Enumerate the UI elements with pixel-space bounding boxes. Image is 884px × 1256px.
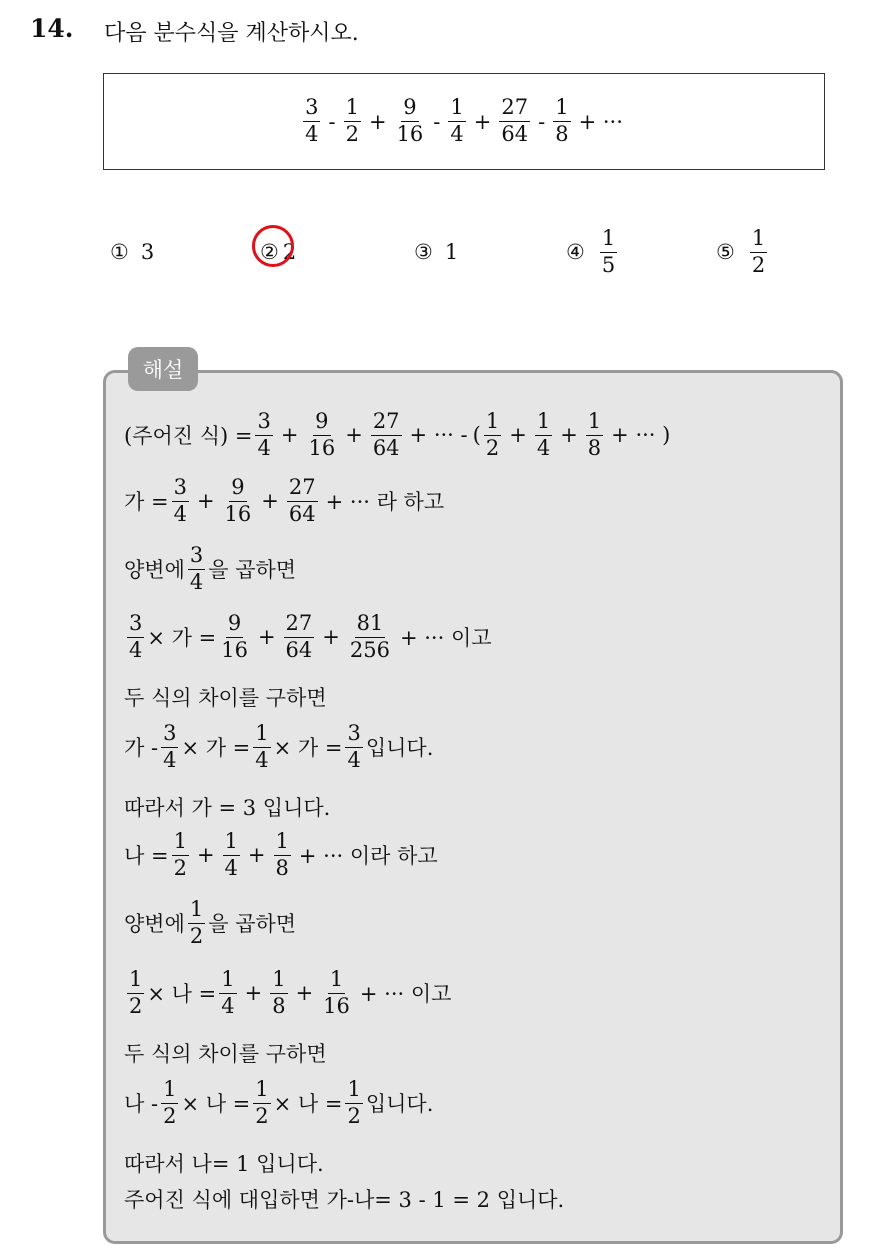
numerator: 3 xyxy=(172,476,189,502)
solution-line-4 xyxy=(124,612,497,662)
numerator: 1 xyxy=(750,227,767,253)
paren: ( xyxy=(472,423,481,448)
fraction xyxy=(284,612,315,662)
numerator: 27 xyxy=(287,476,318,502)
numerator: 27 xyxy=(499,96,530,122)
question-number: 14. xyxy=(30,14,74,43)
fraction xyxy=(345,1078,362,1128)
denominator: 16 xyxy=(308,435,336,460)
text: 가 = xyxy=(124,490,169,515)
text: + ··· 이고 xyxy=(399,626,492,651)
denominator: 4 xyxy=(255,747,269,772)
ellipsis: + ··· xyxy=(578,109,623,134)
choice-value: 3 xyxy=(140,240,155,264)
solution-line-14: 주어진 식에 대입하면 가-나= 3 - 1 = 2 입니다. xyxy=(124,1188,565,1212)
solution-line-7: 따라서 가 = 3 입니다. xyxy=(124,796,331,820)
choice-3[interactable] xyxy=(414,222,458,282)
denominator: 2 xyxy=(485,435,500,460)
text: × 나 = xyxy=(147,982,217,1007)
operator: + xyxy=(368,109,387,134)
numerator: 3 xyxy=(345,722,362,748)
denominator: 4 xyxy=(189,569,204,594)
text: + ··· 라 하고 xyxy=(325,490,445,515)
solution-line-6 xyxy=(124,722,433,772)
numerator: 3 xyxy=(255,410,272,436)
denominator: 2 xyxy=(751,252,766,277)
fraction xyxy=(253,722,270,772)
numerator: 1 xyxy=(600,227,617,253)
operator: - xyxy=(538,109,546,134)
choice-value: 2 xyxy=(282,240,297,264)
fraction xyxy=(344,96,361,146)
operator: + xyxy=(560,423,578,448)
text: × 가 = xyxy=(147,626,217,651)
numerator: 1 xyxy=(484,410,501,436)
operator: + ··· - xyxy=(409,423,468,448)
fraction xyxy=(172,476,189,526)
fraction xyxy=(223,830,240,880)
numerator: 1 xyxy=(270,968,287,994)
solution-line-2 xyxy=(124,476,449,526)
denominator: 8 xyxy=(555,122,569,146)
choice-1[interactable] xyxy=(110,222,154,282)
solution-line-9 xyxy=(124,898,296,948)
fraction xyxy=(172,830,189,880)
numerator: 3 xyxy=(188,544,205,570)
operator: + xyxy=(261,489,279,514)
numerator: 9 xyxy=(313,410,330,436)
denominator: 64 xyxy=(372,435,400,460)
choice-fraction xyxy=(750,227,767,277)
choice-number: ③ xyxy=(414,240,433,264)
denominator: 4 xyxy=(224,855,238,880)
denominator: 8 xyxy=(275,855,289,880)
fraction xyxy=(287,476,318,526)
denominator: 4 xyxy=(305,122,319,146)
numerator: 3 xyxy=(303,96,320,122)
choice-value: 1 xyxy=(444,240,459,264)
numerator: 1 xyxy=(344,96,361,122)
operator: + ··· ) xyxy=(611,423,671,448)
numerator: 1 xyxy=(253,1078,270,1104)
denominator: 64 xyxy=(501,122,529,146)
operator: + xyxy=(244,981,263,1006)
denominator: 8 xyxy=(272,993,286,1018)
fraction xyxy=(255,410,272,460)
denominator: 4 xyxy=(257,435,271,460)
fraction xyxy=(274,830,291,880)
denominator: 256 xyxy=(349,637,390,662)
fraction xyxy=(223,476,254,526)
operator: + xyxy=(196,489,215,514)
numerator: 1 xyxy=(219,968,236,994)
numerator: 1 xyxy=(253,722,270,748)
numerator: 27 xyxy=(371,410,402,436)
numerator: 1 xyxy=(188,898,205,924)
solution-line-10 xyxy=(124,968,456,1018)
numerator: 3 xyxy=(127,612,144,638)
denominator: 16 xyxy=(221,637,248,662)
text: 양변에 xyxy=(124,912,185,937)
fraction xyxy=(219,612,250,662)
operator: + xyxy=(322,625,340,650)
fraction xyxy=(535,410,552,460)
choice-number: ⑤ xyxy=(716,240,735,264)
denominator: 2 xyxy=(189,923,204,948)
numerator: 1 xyxy=(328,968,345,994)
fraction xyxy=(395,96,426,146)
operator: + xyxy=(247,843,266,868)
denominator: 8 xyxy=(587,435,602,460)
text: (주어진 식) = xyxy=(124,424,253,449)
denominator: 4 xyxy=(163,747,177,772)
operator: + xyxy=(295,981,314,1006)
fraction xyxy=(161,1078,178,1128)
text: 입니다. xyxy=(365,1092,434,1117)
fraction xyxy=(253,1078,270,1128)
denominator: 2 xyxy=(173,855,187,880)
numerator: 1 xyxy=(127,968,144,994)
fraction xyxy=(161,722,178,772)
numerator: 1 xyxy=(172,830,189,856)
operator: + xyxy=(257,625,276,650)
fraction xyxy=(499,96,530,146)
fraction xyxy=(553,96,570,146)
text: × 나 = xyxy=(181,1092,251,1117)
choice-number: ② xyxy=(260,240,279,264)
text: 입니다. xyxy=(365,736,434,761)
choice-4[interactable] xyxy=(566,222,620,282)
fraction xyxy=(484,410,501,460)
numerator: 3 xyxy=(161,722,178,748)
numerator: 27 xyxy=(284,612,315,638)
operator: + xyxy=(280,423,299,448)
selected-answer-circle-icon xyxy=(252,225,297,267)
operator: + xyxy=(345,423,363,448)
denominator: 4 xyxy=(536,435,551,460)
numerator: 1 xyxy=(553,96,570,122)
fraction xyxy=(303,96,320,146)
numerator: 9 xyxy=(401,96,418,122)
operator: + xyxy=(473,109,492,134)
text: + ··· 이라 하고 xyxy=(298,844,438,869)
fraction xyxy=(188,898,205,948)
numerator: 1 xyxy=(535,410,552,436)
numerator: 1 xyxy=(448,96,465,122)
denominator: 4 xyxy=(129,637,143,662)
numerator: 81 xyxy=(355,612,386,638)
denominator: 16 xyxy=(396,122,424,146)
fraction xyxy=(127,968,144,1018)
fraction xyxy=(371,410,402,460)
choice-number: ④ xyxy=(566,240,585,264)
denominator: 5 xyxy=(601,252,616,277)
operator: + xyxy=(509,423,527,448)
fraction xyxy=(448,96,465,146)
fraction xyxy=(348,612,392,662)
numerator: 1 xyxy=(345,1078,362,1104)
denominator: 64 xyxy=(288,501,316,526)
fraction xyxy=(188,544,205,594)
numerator: 1 xyxy=(586,410,603,436)
fraction xyxy=(345,722,362,772)
solution-line-12 xyxy=(124,1078,433,1128)
numerator: 9 xyxy=(226,612,243,638)
numerator: 1 xyxy=(161,1078,178,1104)
denominator: 64 xyxy=(285,637,313,662)
solution-line-11: 두 식의 차이를 구하면 xyxy=(124,1042,327,1066)
operator: - xyxy=(328,109,336,134)
question-text: 다음 분수식을 계산하시오. xyxy=(104,21,359,46)
denominator: 4 xyxy=(221,993,235,1018)
numerator: 1 xyxy=(223,830,240,856)
choice-fraction xyxy=(600,227,617,277)
solution-line-8 xyxy=(124,830,443,880)
denominator: 16 xyxy=(323,993,350,1018)
operator: - xyxy=(433,109,441,134)
text: 을 곱하면 xyxy=(208,558,297,583)
text: 양변에 xyxy=(124,558,185,583)
denominator: 2 xyxy=(347,1103,361,1128)
denominator: 4 xyxy=(450,122,464,146)
solution-line-5: 두 식의 차이를 구하면 xyxy=(124,686,327,710)
numerator: 9 xyxy=(229,476,246,502)
denominator: 16 xyxy=(224,501,252,526)
text: × 가 = xyxy=(273,736,343,761)
fraction xyxy=(306,410,337,460)
solution-line-1 xyxy=(124,410,675,460)
denominator: 2 xyxy=(345,122,359,146)
text: 나 - xyxy=(124,1092,159,1117)
choice-number: ① xyxy=(110,240,129,264)
denominator: 2 xyxy=(129,993,143,1018)
solution-line-13: 따라서 나= 1 입니다. xyxy=(124,1152,324,1176)
solution-line-3 xyxy=(124,544,296,594)
choice-5[interactable] xyxy=(716,222,770,282)
fraction xyxy=(270,968,287,1018)
fraction xyxy=(219,968,236,1018)
expression-box xyxy=(103,73,825,170)
solution-tag: 해설 xyxy=(128,347,198,391)
denominator: 4 xyxy=(173,501,187,526)
text: × 가 = xyxy=(181,736,251,761)
fraction xyxy=(586,410,603,460)
fraction xyxy=(321,968,352,1018)
text: 을 곱하면 xyxy=(208,912,297,937)
numerator: 1 xyxy=(274,830,291,856)
text: 나 = xyxy=(124,844,169,869)
operator: + xyxy=(196,843,215,868)
text: 가 - xyxy=(124,736,159,761)
denominator: 4 xyxy=(347,747,361,772)
denominator: 2 xyxy=(255,1103,269,1128)
text: + ··· 이고 xyxy=(359,982,452,1007)
text: × 나 = xyxy=(273,1092,343,1117)
denominator: 2 xyxy=(163,1103,177,1128)
expression xyxy=(300,96,628,146)
fraction xyxy=(127,612,144,662)
